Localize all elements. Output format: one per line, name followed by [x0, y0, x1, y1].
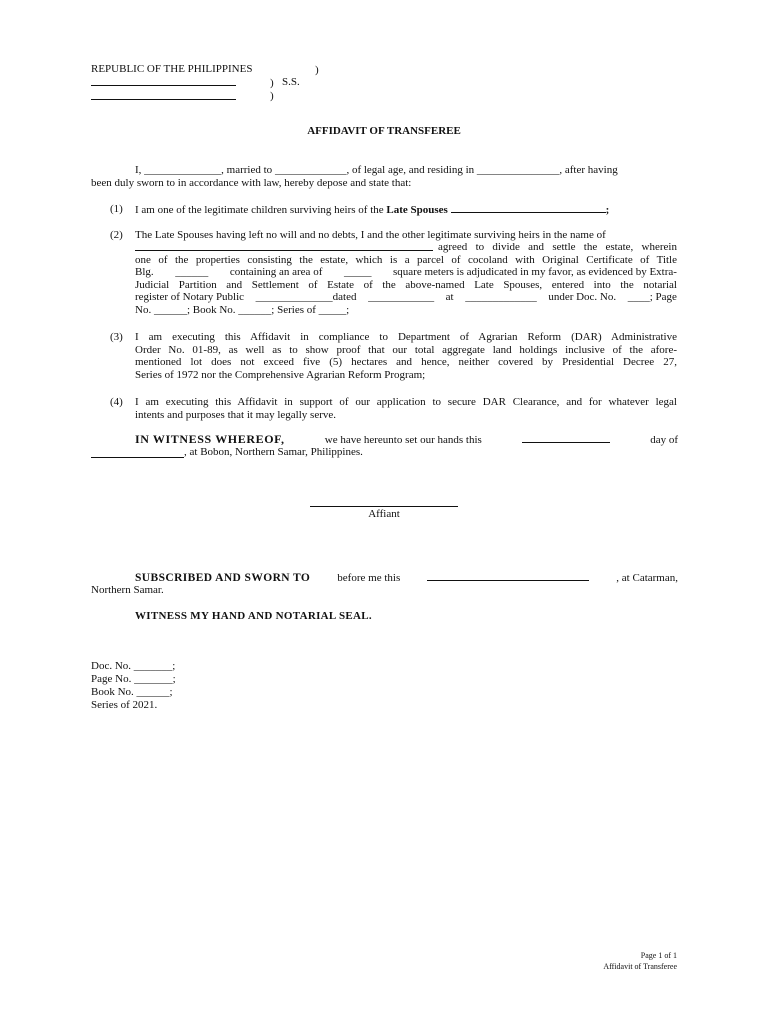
item-number: (2): [110, 229, 123, 241]
item-2-line-2: agreed to divide and settle the estate, wherein: [438, 241, 677, 253]
notarial-book-no: Book No. ______;: [91, 686, 173, 698]
affiant-label: Affiant: [368, 508, 400, 520]
intro-text: I, ______________, married to _____________, of legal age, and residing in _______________, after having: [135, 164, 618, 176]
footer-page-number: Page 1 of 1: [640, 951, 677, 960]
item-1-blank: [451, 203, 606, 213]
item-3-line-3: mentioned lot does not exceed five (5) hectares and hence, neither covered by Presidential Decree 27,: [135, 356, 677, 368]
intro-line-1: [91, 164, 678, 177]
document-title: AFFIDAVIT OF TRANSFEREE: [307, 125, 461, 137]
item-4-line-2: intents and purposes that it may legally serve.: [135, 409, 337, 421]
footer-document-title: Affidavit of Transferee: [603, 962, 677, 971]
header-paren: ): [315, 64, 319, 76]
item-1-text: I am one of the legitimate children surviving heirs of the Late Spouses ;: [135, 204, 610, 216]
item-3-line-1: I am executing this Affidavit in compliance to Department of Agrarian Reform (DAR) Administrative: [135, 331, 677, 343]
item-2-line-5: Judicial Partition and Settlement of Estate of the above-named Late Spouses, entered into the notarial: [135, 279, 677, 291]
notarial-page-no: Page No. _______;: [91, 673, 176, 685]
notarial-seal-statement: WITNESS MY HAND AND NOTARIAL SEAL.: [135, 610, 372, 622]
item-3-line-2: Order No. 01-89, as well as to show proof that our total aggregate land holdings inclusive of the afore-: [135, 344, 677, 356]
header-paren: ): [270, 90, 274, 102]
item-2-blank: [135, 250, 433, 251]
notarial-doc-no: Doc. No. _______;: [91, 660, 176, 672]
item-4-line-1: I am executing this Affidavit in support of our application to secure DAR Clearance, and for whatever legal: [135, 396, 677, 408]
witness-month-blank: [91, 457, 184, 458]
republic-label: REPUBLIC OF THE PHILIPPINES: [91, 63, 253, 75]
header-paren: ): [270, 77, 274, 89]
item-2-line-6: register of Notary Public ______________dated ____________ at _____________ under Doc. No. ____; Page: [135, 291, 677, 303]
notarial-series: Series of 2021.: [91, 699, 158, 711]
subscribed-date-blank: [427, 571, 589, 581]
item-number: (1): [110, 203, 123, 215]
header-blank-line: [91, 85, 236, 86]
subscribed-line-1: SUBSCRIBED AND SWORN TO before me this , at Catarman,: [135, 572, 678, 584]
item-2-line-3: one of the properties consisting the estate, which is a parcel of cocoland with Original Certificate of Title: [135, 254, 677, 266]
subscribed-line-2: Northern Samar.: [91, 584, 164, 596]
witness-day-blank: [522, 433, 610, 443]
witness-line-1: IN WITNESS WHEREOF, we have hereunto set our hands this day of: [135, 432, 678, 446]
affiant-signature-line: [310, 506, 458, 507]
witness-line-2: , at Bobon, Northern Samar, Philippines.: [184, 446, 363, 458]
item-2-line-7: No. ______; Book No. ______; Series of _____;: [135, 304, 350, 316]
item-number: (3): [110, 331, 123, 343]
ss-label: S.S.: [282, 76, 300, 88]
header-blank-line: [91, 99, 236, 100]
intro-line-2: been duly sworn to in accordance with law, hereby depose and state that:: [91, 177, 412, 189]
item-number: (4): [110, 396, 123, 408]
item-2-line-1: The Late Spouses having left no will and no debts, I and the other legitimate surviving heirs in the name of: [135, 229, 606, 241]
item-3-line-4: Series of 1972 nor the Comprehensive Agrarian Reform Program;: [135, 369, 426, 381]
item-2-line-4: Blg. ______ containing an area of _____ square meters is adjudicated in my favor, as evidenced by Extra-: [135, 266, 677, 278]
